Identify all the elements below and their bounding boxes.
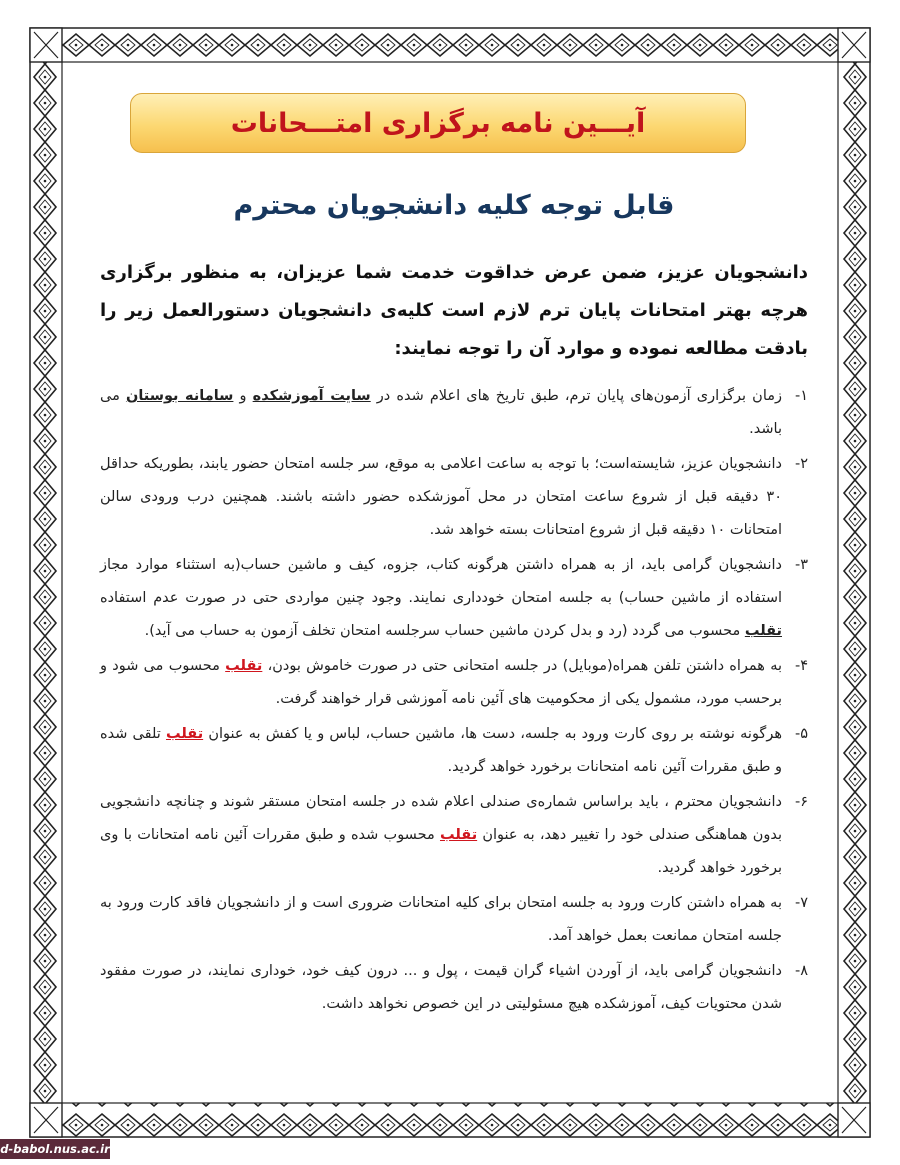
list-item <box>100 549 808 648</box>
cheating-term: تقلب <box>225 658 263 674</box>
website-link[interactable]: سایت آموزشکده <box>252 388 371 404</box>
list-item <box>100 380 808 446</box>
rule-number: ۳- <box>794 557 808 573</box>
title-banner <box>130 93 746 153</box>
rule-text-part: می باشد. <box>100 388 782 437</box>
rule-number: ۷- <box>794 895 808 911</box>
rule-text-part: تلقی شده و طبق مقررات آئین نامه امتحانات برخورد خواهد گردید. <box>100 726 782 775</box>
rule-text-part: هرگونه نوشته بر روی کارت ورود به جلسه، دست ها، ماشین حساب، لباس و یا کفش به عنوان <box>203 726 782 742</box>
rule-number: ۴- <box>794 658 808 674</box>
list-item <box>100 650 808 716</box>
rule-text: دانشجویان عزیز، شایسته‌است؛ با توجه به ساعت اعلامی به موقع، سر جلسه امتحان حضور یابند، بطوریکه حداقل ۳۰ دقیقه قبل از شروع ساعت امتحان در محل آموزشکده حضور داشته باشند. همچنین درب ورودی سالن امتحانات ۱۰ دقیقه قبل از شروع امتحانات بسته خواهد شد. <box>100 456 782 538</box>
website-watermark[interactable]: d-babol.nus.ac.ir <box>0 1139 110 1159</box>
rule-text-part: محسوب می گردد (رد و بدل کردن ماشین حساب سرجلسه امتحان تخلف آزمون به حساب می آید). <box>144 623 745 639</box>
rule-number: ۵- <box>794 726 808 742</box>
rule-text <box>100 718 782 784</box>
cheating-term: تقلب <box>744 623 782 639</box>
rule-text-part: محسوب می شود و برحسب مورد، مشمول یکی از محکومیت های آئین نامه آموزشی قرار خواهند گرفت. <box>100 658 782 707</box>
rule-text-part: زمان برگزاری آزمون‌های پایان ترم، طبق تاریخ های اعلام شده در <box>370 388 783 404</box>
list-item <box>100 786 808 885</box>
rule-text <box>100 786 782 885</box>
list-item <box>100 887 808 953</box>
rule-text-part: دانشجویان محترم ، باید براساس شماره‌ی صندلی اعلام شده در جلسه امتحان مستقر شوند و چنانچه دانشجویی بدون هماهنگی صندلی خود را تغییر دهد، به عنوان <box>100 794 782 843</box>
cheating-term: تقلب <box>439 827 478 843</box>
list-item <box>100 718 808 784</box>
page-title: آیـــین نامه برگزاری امتـــحانات <box>230 107 646 139</box>
list-item <box>100 955 808 1021</box>
rule-number: ۲- <box>794 456 808 472</box>
rule-text-part: محسوب شده و طبق مقررات آئین نامه امتحانات با وی برخورد خواهد گردید. <box>100 827 782 876</box>
list-item <box>100 448 808 547</box>
rule-number: ۸- <box>794 963 808 979</box>
bustan-system-link[interactable]: سامانه بوستان <box>125 388 234 404</box>
rule-text <box>100 650 782 716</box>
rule-text <box>100 549 782 648</box>
intro-paragraph: دانشجویان عزیز، ضمن عرض خداقوت خدمت شما عزیزان، به منظور برگزاری هرچه بهتر امتحانات پایان ترم لازم است کلیه‌ی دانشجویان دستورالعمل زیر را بادقت مطالعه نموده و موارد آن را توجه نمایند: <box>100 262 808 359</box>
rule-text <box>100 380 782 446</box>
rule-text: به همراه داشتن کارت ورود به جلسه امتحان برای کلیه امتحانات ضروری است و از دانشجویان فاقد کارت ورود به جلسه امتحان ممانعت بعمل خواهد آمد. <box>100 895 782 944</box>
page-subtitle: قابل توجه کلیه دانشجویان محترم <box>233 190 675 221</box>
cheating-term: تقلب <box>165 726 204 742</box>
rule-text-part: و <box>233 388 253 404</box>
rule-number: ۱- <box>794 388 808 404</box>
document-body <box>100 0 808 1165</box>
rule-text-part: به همراه داشتن تلفن همراه(موبایل) در جلسه امتحانی حتی در صورت خاموش بودن، <box>262 658 782 674</box>
rules-list <box>100 380 808 1023</box>
rule-text: دانشجویان گرامی باید، از آوردن اشیاء گران قیمت ، پول و ... درون کیف خود، خوداری نمایند، در صورت مفقود شدن محتویات کیف، آموزشکده هیچ مسئولیتی در این خصوص نخواهد داشت. <box>100 963 782 1012</box>
rule-text-part: دانشجویان گرامی باید، از به همراه داشتن هرگونه کتاب، جزوه، کیف و ماشین حساب(به استثناء موارد مجاز استفاده از ماشین حساب) به جلسه امتحان خودداری نمایند. وجود چنین مواردی حتی در صورت عدم استفاده <box>100 557 782 606</box>
rule-number: ۶- <box>794 794 808 810</box>
